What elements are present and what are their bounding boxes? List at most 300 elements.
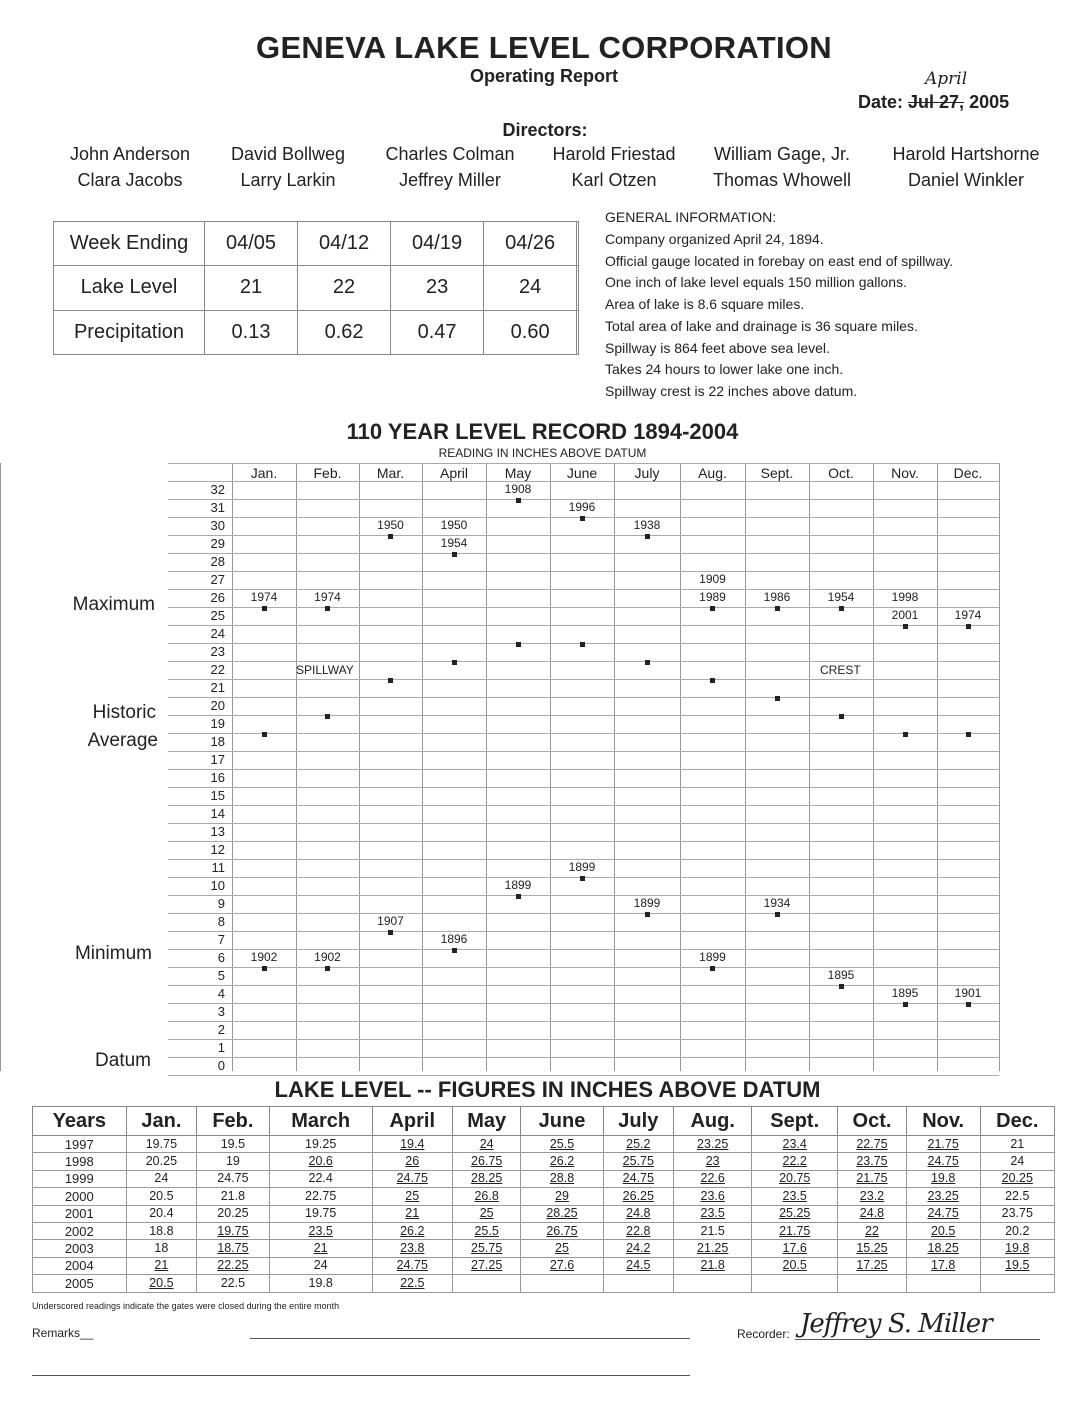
levels-cell: 27.25 xyxy=(452,1257,521,1274)
director-name: Daniel Winkler xyxy=(907,170,1025,190)
grid-hline xyxy=(168,823,999,824)
average-marker xyxy=(580,642,585,647)
levels-header: June xyxy=(521,1107,603,1136)
levels-cell: 22.8 xyxy=(603,1222,674,1239)
levels-header: Aug. xyxy=(674,1107,752,1136)
director-name: Larry Larkin xyxy=(240,170,336,190)
grid-vline xyxy=(745,463,746,1071)
maximum-marker xyxy=(388,534,393,539)
levels-cell: 27.6 xyxy=(521,1257,603,1274)
grid-hline xyxy=(168,1039,999,1040)
levels-cell: 21.75 xyxy=(906,1136,980,1153)
y-tick-label: 3 xyxy=(217,1004,225,1019)
minimum-marker xyxy=(645,912,650,917)
y-tick-label: 24 xyxy=(210,626,225,641)
grid-vline xyxy=(937,463,938,1071)
maximum-year-label: 1974 xyxy=(314,590,341,604)
grid-hline xyxy=(168,985,999,986)
minimum-marker xyxy=(839,984,844,989)
levels-cell: 21 xyxy=(126,1257,197,1274)
levels-header: July xyxy=(603,1107,674,1136)
minimum-marker xyxy=(966,1002,971,1007)
levels-cell: 26.2 xyxy=(521,1153,603,1170)
levels-cell: 21.8 xyxy=(197,1188,269,1205)
levels-cell: 19.8 xyxy=(906,1170,980,1187)
maximum-year-label: 1996 xyxy=(568,500,596,514)
grid-hline xyxy=(168,625,999,626)
maximum-year-label: 1954 xyxy=(440,536,468,550)
month-header: Dec. xyxy=(953,465,983,481)
levels-cell: 17.25 xyxy=(838,1257,907,1274)
weekly-row-label: Lake Level xyxy=(54,266,205,310)
levels-cell: 18.25 xyxy=(906,1240,980,1257)
levels-cell: 25 xyxy=(372,1188,452,1205)
levels-year: 1997 xyxy=(33,1136,127,1153)
grid-hline xyxy=(168,805,999,806)
levels-header: Dec. xyxy=(980,1107,1054,1136)
average-marker xyxy=(262,732,267,737)
levels-cell: 25.75 xyxy=(603,1153,674,1170)
maximum-marker xyxy=(580,516,585,521)
y-tick-label: 21 xyxy=(210,680,225,695)
grid-hline xyxy=(168,967,999,968)
levels-cell: 15.25 xyxy=(838,1240,907,1257)
weekly-cell: 0.60 xyxy=(484,310,577,354)
levels-header: May xyxy=(452,1107,521,1136)
general-info-line: One inch of lake level equals 150 million gallons. xyxy=(605,274,907,291)
levels-cell: 26.2 xyxy=(372,1222,452,1239)
levels-cell: 19.8 xyxy=(980,1240,1054,1257)
levels-cell: 24 xyxy=(452,1136,521,1153)
grid-hline xyxy=(168,1057,999,1058)
levels-cell: 23.4 xyxy=(752,1136,838,1153)
y-tick-label: 29 xyxy=(210,536,225,551)
levels-cell: 24.8 xyxy=(838,1205,907,1222)
maximum-year-label: 1950 xyxy=(377,518,404,532)
levels-cell: 19.8 xyxy=(269,1275,372,1292)
side-label-historic: Historic xyxy=(92,702,156,723)
director-name: Karl Otzen xyxy=(571,170,657,190)
grid-hline xyxy=(168,841,999,842)
minimum-year-label: 1896 xyxy=(440,932,468,946)
general-info-heading: GENERAL INFORMATION: xyxy=(605,209,777,225)
levels-cell: 24.75 xyxy=(197,1170,269,1187)
y-tick-label: 6 xyxy=(217,950,225,965)
levels-year: 1998 xyxy=(33,1153,127,1170)
grid-hline xyxy=(168,589,999,590)
weekly-row-label: Week Ending xyxy=(54,222,205,266)
levels-cell xyxy=(674,1275,752,1292)
levels-cell: 22.2 xyxy=(752,1153,838,1170)
y-tick-label: 11 xyxy=(211,860,225,875)
grid-vline xyxy=(999,463,1000,1071)
side-label-maximum: Maximum xyxy=(72,594,155,615)
levels-cell xyxy=(838,1275,907,1292)
crest-note: CREST xyxy=(820,663,861,677)
maximum-year-label: 1989 xyxy=(699,590,726,604)
average-marker xyxy=(839,714,844,719)
minimum-year-label: 1934 xyxy=(763,896,791,910)
levels-row xyxy=(33,1136,1055,1153)
y-tick-label: 32 xyxy=(210,482,225,497)
levels-cell: 22.4 xyxy=(269,1170,372,1187)
levels-cell: 19 xyxy=(197,1153,269,1170)
maximum-marker xyxy=(262,606,267,611)
footnote: Underscored readings indicate the gates were closed during the entire month xyxy=(32,1301,340,1311)
levels-row xyxy=(33,1257,1055,1274)
weekly-row xyxy=(54,266,579,310)
levels-table-title: LAKE LEVEL -- FIGURES IN INCHES ABOVE DATUM xyxy=(274,1077,821,1102)
grid-vline xyxy=(809,463,810,1071)
y-tick-label: 20 xyxy=(210,698,225,713)
grid-hline xyxy=(168,481,999,482)
maximum-marker xyxy=(966,624,971,629)
levels-cell: 25 xyxy=(452,1205,521,1222)
minimum-year-label: 1899 xyxy=(633,896,661,910)
grid-vline xyxy=(232,463,233,1071)
director-name: John Anderson xyxy=(69,144,191,164)
month-header: Jan. xyxy=(250,465,278,481)
y-tick-label: 25 xyxy=(210,608,225,623)
general-info-line: Spillway crest is 22 inches above datum. xyxy=(605,382,858,399)
minimum-year-label: 1899 xyxy=(504,878,532,892)
levels-cell: 22.6 xyxy=(674,1170,752,1187)
grid-hline xyxy=(168,679,999,680)
side-label-average: Average xyxy=(87,730,158,751)
levels-header: Jan. xyxy=(126,1107,197,1136)
grid-hline xyxy=(168,607,999,608)
y-tick-label: 10 xyxy=(210,878,225,893)
minimum-marker xyxy=(262,966,267,971)
date-label: Date: xyxy=(858,92,904,112)
director-name: Harold Friestad xyxy=(552,144,676,164)
grid-vline xyxy=(873,463,874,1071)
grid-hline xyxy=(168,913,999,914)
y-tick-label: 27 xyxy=(210,572,225,587)
grid-hline xyxy=(168,751,999,752)
minimum-marker xyxy=(452,948,457,953)
levels-cell: 23.25 xyxy=(906,1188,980,1205)
levels-cell: 24.75 xyxy=(906,1153,980,1170)
levels-cell: 19.75 xyxy=(197,1222,269,1239)
maximum-marker xyxy=(325,606,330,611)
month-header: Feb. xyxy=(313,465,342,481)
side-label-minimum: Minimum xyxy=(74,943,152,964)
minimum-marker xyxy=(325,966,330,971)
grid-hline xyxy=(168,571,999,572)
maximum-year-label: 1954 xyxy=(827,590,855,604)
general-info-line: Company organized April 24, 1894. xyxy=(605,231,824,247)
maximum-year-label: 2001 xyxy=(891,608,919,622)
record-chart-subtitle: READING IN INCHES ABOVE DATUM xyxy=(438,446,647,460)
levels-cell: 21 xyxy=(372,1205,452,1222)
grid-hline xyxy=(168,895,999,896)
y-tick-label: 22 xyxy=(210,662,225,677)
levels-cell: 21 xyxy=(980,1136,1054,1153)
levels-cell: 25.25 xyxy=(752,1205,838,1222)
director-name: William Gage, Jr. xyxy=(713,144,851,164)
y-tick-label: 4 xyxy=(217,986,225,1001)
month-header: April xyxy=(439,465,468,481)
weekly-cell xyxy=(577,266,579,310)
levels-cell: 18.8 xyxy=(126,1222,197,1239)
grid-vline xyxy=(296,463,297,1071)
levels-cell: 26.75 xyxy=(521,1222,603,1239)
maximum-marker xyxy=(710,606,715,611)
month-header: Nov. xyxy=(891,465,919,481)
maximum-marker xyxy=(775,606,780,611)
maximum-marker xyxy=(645,534,650,539)
levels-cell: 20.6 xyxy=(269,1153,372,1170)
levels-row xyxy=(33,1170,1055,1187)
y-tick-label: 19 xyxy=(210,716,225,731)
maximum-marker xyxy=(903,624,908,629)
y-tick-label: 17 xyxy=(210,752,225,767)
grid-vline xyxy=(486,463,487,1071)
levels-cell: 25.5 xyxy=(452,1222,521,1239)
levels-cell: 20.25 xyxy=(197,1205,269,1222)
levels-cell: 24.5 xyxy=(603,1257,674,1274)
levels-year: 2003 xyxy=(33,1240,127,1257)
grid-hline xyxy=(168,697,999,698)
grid-hline xyxy=(168,733,999,734)
y-tick-label: 18 xyxy=(210,734,225,749)
recorder-line xyxy=(795,1339,1040,1340)
weekly-row xyxy=(54,222,579,266)
grid-hline xyxy=(168,661,999,662)
levels-cell: 19.75 xyxy=(269,1205,372,1222)
levels-cell: 24.75 xyxy=(372,1257,452,1274)
levels-cell: 22.75 xyxy=(269,1188,372,1205)
levels-header: March xyxy=(269,1107,372,1136)
levels-cell: 21.75 xyxy=(752,1222,838,1239)
levels-cell: 23.2 xyxy=(838,1188,907,1205)
weekly-cell: 04/12 xyxy=(298,222,391,266)
minimum-year-label: 1907 xyxy=(377,914,404,928)
y-tick-label: 1 xyxy=(217,1040,225,1055)
weekly-table xyxy=(53,221,579,355)
levels-cell: 25.5 xyxy=(521,1136,603,1153)
levels-cell: 23.75 xyxy=(838,1153,907,1170)
levels-cell: 18 xyxy=(126,1240,197,1257)
levels-cell: 22.5 xyxy=(197,1275,269,1292)
maximum-marker xyxy=(516,498,521,503)
weekly-cell: 0.13 xyxy=(205,310,298,354)
director-name: Jeffrey Miller xyxy=(399,170,501,190)
levels-cell xyxy=(521,1275,603,1292)
levels-cell: 20.2 xyxy=(980,1222,1054,1239)
director-name: Harold Hartshorne xyxy=(892,144,1040,164)
levels-cell: 28.25 xyxy=(521,1205,603,1222)
grid-vline xyxy=(0,463,1,1071)
weekly-cell: 04/19 xyxy=(391,222,484,266)
minimum-year-label: 1895 xyxy=(891,986,919,1000)
levels-row xyxy=(33,1275,1055,1292)
levels-cell: 24.75 xyxy=(603,1170,674,1187)
y-tick-label: 2 xyxy=(217,1022,225,1037)
levels-cell: 24 xyxy=(126,1170,197,1187)
minimum-year-label: 1902 xyxy=(250,950,278,964)
levels-cell: 23.25 xyxy=(674,1136,752,1153)
month-header: Mar. xyxy=(376,465,405,481)
levels-year: 2005 xyxy=(33,1275,127,1292)
date-year: 2005 xyxy=(969,92,1010,112)
levels-cell: 22 xyxy=(838,1222,907,1239)
general-info-line: Area of lake is 8.6 square miles. xyxy=(605,296,805,313)
month-header: June xyxy=(566,465,598,481)
levels-cell: 20.5 xyxy=(126,1275,197,1292)
levels-cell: 23.75 xyxy=(980,1205,1054,1222)
levels-cell: 19.25 xyxy=(269,1136,372,1153)
average-marker xyxy=(388,678,393,683)
minimum-marker xyxy=(775,912,780,917)
levels-cell: 19.75 xyxy=(126,1136,197,1153)
y-tick-label: 16 xyxy=(210,770,225,785)
maximum-year-label: 1938 xyxy=(633,518,661,532)
levels-cell: 26.8 xyxy=(452,1188,521,1205)
levels-header: Years xyxy=(33,1107,127,1136)
minimum-marker xyxy=(580,876,585,881)
levels-row xyxy=(33,1240,1055,1257)
weekly-cell xyxy=(577,310,579,354)
levels-row xyxy=(33,1222,1055,1239)
levels-cell: 25.2 xyxy=(603,1136,674,1153)
levels-cell: 26.25 xyxy=(603,1188,674,1205)
y-tick-label: 15 xyxy=(210,788,225,803)
remarks-line xyxy=(250,1338,690,1339)
levels-year: 1999 xyxy=(33,1170,127,1187)
levels-cell: 17.8 xyxy=(906,1257,980,1274)
grid-vline xyxy=(422,463,423,1071)
average-marker xyxy=(710,678,715,683)
remarks-line-2 xyxy=(32,1375,690,1376)
report-subtitle: Operating Report xyxy=(469,66,618,86)
levels-header: Sept. xyxy=(752,1107,838,1136)
weekly-cell: 24 xyxy=(484,266,577,310)
date-struck: Jul 27, xyxy=(908,92,965,112)
levels-cell: 23.6 xyxy=(674,1188,752,1205)
levels-cell: 24.75 xyxy=(372,1170,452,1187)
maximum-marker xyxy=(839,606,844,611)
grid-hline xyxy=(168,769,999,770)
recorder-label: Recorder: xyxy=(737,1327,790,1341)
average-marker xyxy=(325,714,330,719)
levels-row xyxy=(33,1205,1055,1222)
weekly-cell: 22 xyxy=(298,266,391,310)
grid-vline xyxy=(614,463,615,1071)
levels-row xyxy=(33,1153,1055,1170)
month-header: May xyxy=(504,465,532,481)
director-name: David Bollweg xyxy=(230,144,346,164)
y-tick-label: 13 xyxy=(210,824,225,839)
levels-cell: 24.75 xyxy=(906,1205,980,1222)
levels-cell: 28.25 xyxy=(452,1170,521,1187)
levels-cell: 25 xyxy=(521,1240,603,1257)
y-tick-label: 30 xyxy=(210,518,225,533)
minimum-marker xyxy=(903,1002,908,1007)
minimum-marker xyxy=(516,894,521,899)
weekly-row-label: Precipitation xyxy=(54,310,205,354)
levels-cell: 21.5 xyxy=(674,1222,752,1239)
levels-cell: 24.8 xyxy=(603,1205,674,1222)
levels-cell: 19.5 xyxy=(980,1257,1054,1274)
director-name: Clara Jacobs xyxy=(77,170,183,190)
levels-header: Feb. xyxy=(197,1107,269,1136)
levels-cell: 26 xyxy=(372,1153,452,1170)
levels-cell: 19.5 xyxy=(197,1136,269,1153)
levels-cell: 28.8 xyxy=(521,1170,603,1187)
grid-hline xyxy=(168,1003,999,1004)
levels-cell: 24 xyxy=(980,1153,1054,1170)
recorder-signature: Jeffrey S. Miller xyxy=(800,1309,992,1339)
remarks-label: Remarks__ xyxy=(32,1326,94,1340)
levels-cell: 24 xyxy=(269,1257,372,1274)
grid-hline xyxy=(168,949,999,950)
average-marker xyxy=(452,660,457,665)
levels-cell xyxy=(980,1275,1054,1292)
levels-cell: 20.5 xyxy=(126,1188,197,1205)
grid-hline xyxy=(168,715,999,716)
levels-cell: 18.75 xyxy=(197,1240,269,1257)
director-name: Charles Colman xyxy=(385,144,515,164)
y-tick-label: 14 xyxy=(210,806,225,821)
average-marker xyxy=(903,732,908,737)
y-tick-label: 23 xyxy=(210,644,225,659)
weekly-cell: 0.47 xyxy=(391,310,484,354)
levels-row xyxy=(33,1188,1055,1205)
minimum-marker xyxy=(710,966,715,971)
levels-cell: 21.75 xyxy=(838,1170,907,1187)
levels-cell: 20.5 xyxy=(906,1222,980,1239)
month-header: Oct. xyxy=(828,465,854,481)
month-header: July xyxy=(634,465,660,481)
minimum-year-label: 1899 xyxy=(699,950,726,964)
levels-cell xyxy=(452,1275,521,1292)
levels-year: 2000 xyxy=(33,1188,127,1205)
report-title: GENEVA LAKE LEVEL CORPORATION xyxy=(256,30,832,65)
levels-header: April xyxy=(372,1107,452,1136)
y-tick-label: 9 xyxy=(217,896,225,911)
maximum-marker xyxy=(452,552,457,557)
weekly-cell: 23 xyxy=(391,266,484,310)
levels-cell: 20.25 xyxy=(980,1170,1054,1187)
y-tick-label: 12 xyxy=(210,842,225,857)
grid-hline xyxy=(168,931,999,932)
levels-year: 2004 xyxy=(33,1257,127,1274)
grid-hline xyxy=(168,1021,999,1022)
side-label-datum: Datum xyxy=(95,1050,151,1071)
weekly-cell xyxy=(577,222,579,266)
levels-header: Nov. xyxy=(906,1107,980,1136)
levels-cell: 20.4 xyxy=(126,1205,197,1222)
grid-hline xyxy=(168,463,999,464)
general-info-line: Takes 24 hours to lower lake one inch. xyxy=(605,361,844,378)
director-name: Thomas Whowell xyxy=(712,170,852,190)
month-header: Sept. xyxy=(760,465,794,481)
levels-cell: 23.5 xyxy=(269,1222,372,1239)
weekly-cell: 04/05 xyxy=(205,222,298,266)
month-header: Aug. xyxy=(698,465,727,481)
weekly-row xyxy=(54,310,579,354)
levels-cell: 20.75 xyxy=(752,1170,838,1187)
levels-cell: 24.2 xyxy=(603,1240,674,1257)
minimum-marker xyxy=(388,930,393,935)
levels-cell: 22.75 xyxy=(838,1136,907,1153)
levels-cell: 23.5 xyxy=(752,1188,838,1205)
levels-year: 2002 xyxy=(33,1222,127,1239)
maximum-year-label: 1998 xyxy=(891,590,919,604)
record-chart-title: 110 YEAR LEVEL RECORD 1894-2004 xyxy=(346,419,739,444)
